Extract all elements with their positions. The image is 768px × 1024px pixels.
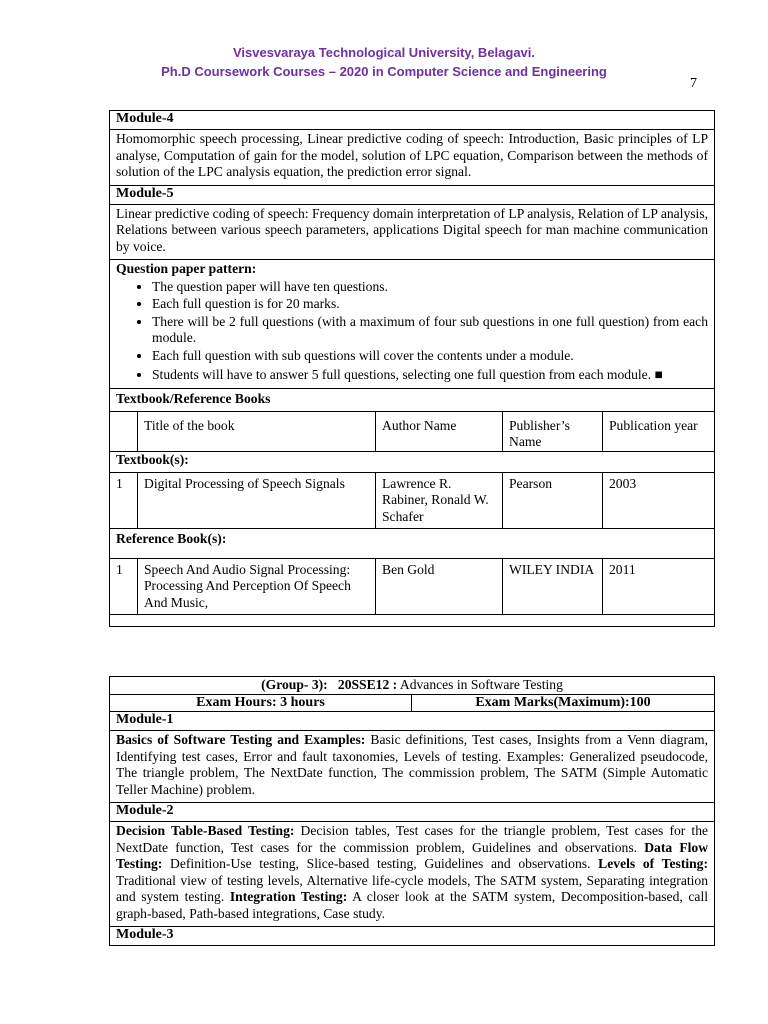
module4-heading: Module-4 (110, 111, 715, 130)
module5-heading: Module-5 (110, 185, 715, 204)
list-item: • The question paper will have ten questions. (152, 278, 708, 296)
question-paper-heading: Question paper pattern: (116, 261, 257, 276)
module2-topic: Data Flow Testing: (116, 839, 709, 871)
book-number: 1 (110, 558, 138, 614)
module3-heading: Module-3 (110, 927, 715, 946)
module2-heading: Module-2 (110, 803, 715, 822)
book-publisher: Pearson (503, 472, 603, 528)
exam-hours: Exam Hours: 3 hours (110, 694, 412, 712)
course-code: 20SSE12 : (337, 677, 398, 692)
module2-content (110, 822, 715, 927)
document-header (0, 43, 768, 81)
module5-content: Linear predictive coding of speech: Frequency domain interpretation of LP analysis, Relation of LP analysis, Relations between various speech parameters, applications Digital speech for man machine communication by voice. (110, 204, 715, 260)
module1-topic: Basics of Software Testing and Examples: (116, 732, 366, 747)
textbooks-heading: Textbook(s): (110, 451, 715, 472)
books-header-blank (110, 411, 138, 451)
course-table (109, 676, 715, 946)
books-header-year: Publication year (603, 411, 715, 451)
university-name: Visvesvaraya Technological University, Belagavi. (232, 45, 536, 60)
page-number: 7 (690, 76, 697, 91)
module2-description: Definition-Use testing, Slice-based testing, Guidelines and observations. (162, 856, 599, 871)
empty-row (110, 614, 715, 626)
module2-description: A closer look at the SATM system, Decomposition-based, call graph-based, Path-based integrations, Case study. (116, 889, 708, 921)
module2-topic: Levels of Testing: (598, 856, 709, 871)
table-row (110, 558, 715, 614)
book-number: 1 (110, 472, 138, 528)
course-title: Ph.D Coursework Courses – 2020 in Computer Science and Engineering (161, 64, 607, 79)
course-name: Advances in Software Testing (399, 677, 563, 692)
book-author: Ben Gold (376, 558, 503, 614)
question-paper-list (116, 278, 708, 384)
book-author: Lawrence R. Rabiner, Ronald W. Schafer (376, 472, 503, 528)
list-item: • There will be 2 full questions (with a maximum of four sub questions in one full question) from each module. (152, 313, 708, 347)
books-header-author: Author Name (376, 411, 503, 451)
books-header-publisher: Publisher’s Name (503, 411, 603, 451)
table-row (110, 472, 715, 528)
module2-description: Traditional view of testing levels, Alternative life-cycle models, The SATM system, Separating integration and system testing. (116, 872, 709, 904)
syllabus-table (109, 110, 715, 627)
module2-description: Decision tables, Test cases for the triangle problem, Test cases for the NextDate function, Test cases for the commission problem, Guidelines and observations. (116, 823, 709, 855)
module2-topic: Integration Testing: (229, 889, 348, 904)
book-year: 2011 (603, 558, 715, 614)
module1-content (110, 731, 715, 803)
books-heading: Textbook/Reference Books (110, 388, 715, 411)
list-item: • Students will have to answer 5 full questions, selecting one full question from each module. ■ (152, 364, 708, 384)
course-title-row (110, 677, 715, 695)
module1-heading: Module-1 (110, 712, 715, 731)
list-item: • Each full question with sub questions will cover the contents under a module. (152, 347, 708, 365)
reference-books-heading: Reference Book(s): (110, 528, 715, 558)
module1-description: Basic definitions, Test cases, Insights from a Venn diagram, Identifying test cases, Error and fault taxonomies, Levels of testing. Examples: Generalized pseudocode, The triangle problem, The NextDate function, The commission problem, The SATM (Simple Automatic Teller Machine) problem. (116, 732, 709, 797)
group-label: (Group- 3): (261, 677, 328, 692)
book-title: Digital Processing of Speech Signals (138, 472, 376, 528)
module4-content: Homomorphic speech processing, Linear predictive coding of speech: Introduction, Basic principles of LP analyse, Computation of gain for the model, solution of LPC equation, Comparison between the methods of solution of the LPC analysis equation, the prediction error signal. (110, 130, 715, 186)
exam-marks: Exam Marks(Maximum):100 (412, 694, 715, 712)
book-title: Speech And Audio Signal Processing: Processing And Perception Of Speech And Music, (138, 558, 376, 614)
books-header-title: Title of the book (138, 411, 376, 451)
book-publisher: WILEY INDIA (503, 558, 603, 614)
module2-topic: Decision Table-Based Testing: (116, 823, 295, 838)
list-item: • Each full question is for 20 marks. (152, 295, 708, 313)
question-paper-pattern (110, 260, 715, 389)
book-year: 2003 (603, 472, 715, 528)
